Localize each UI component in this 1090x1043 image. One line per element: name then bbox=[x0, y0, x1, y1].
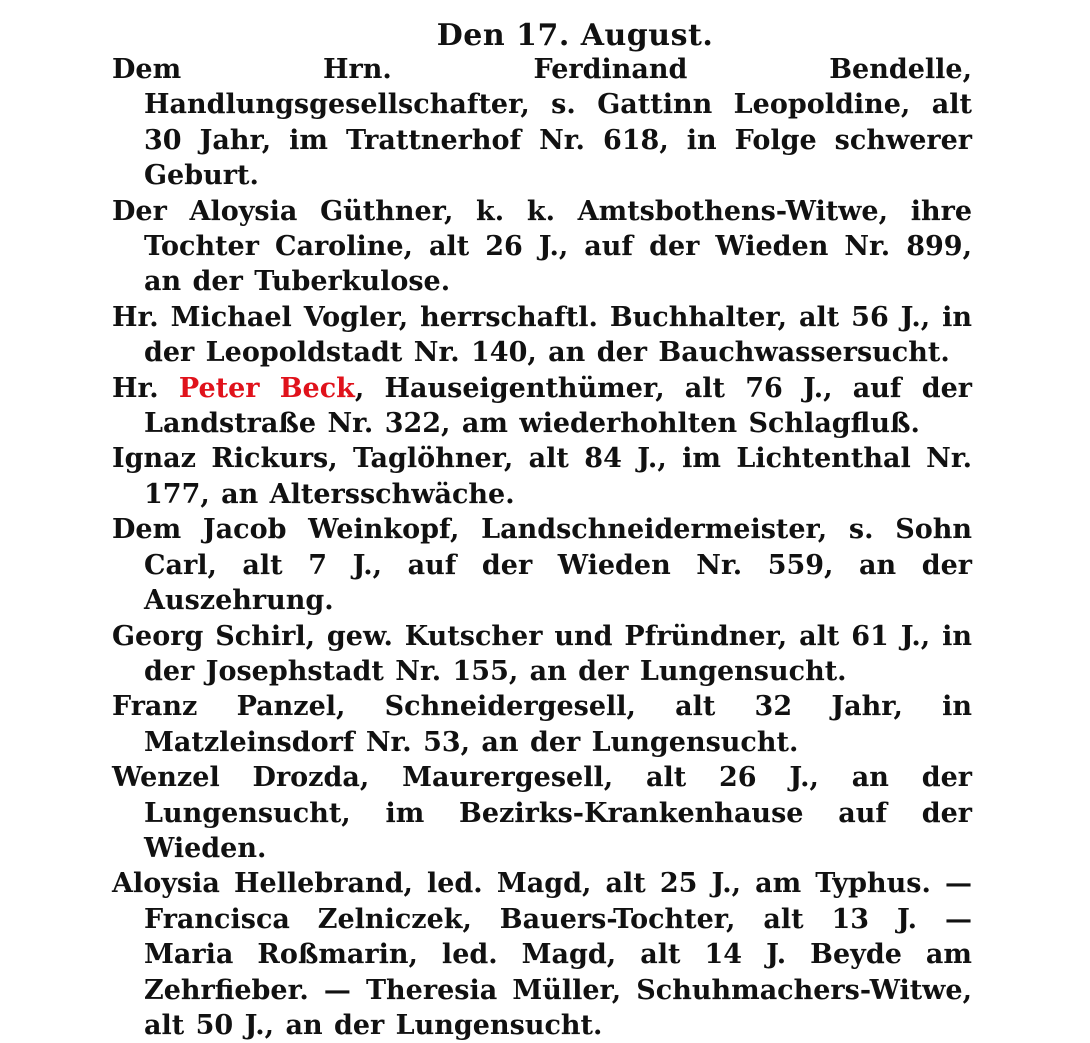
entry-text: Dem Jacob Weinkopf, Landschneidermeister, s. Sohn Carl, alt 7 J., auf der Wieden Nr. 559, an der Auszehrung. bbox=[112, 514, 972, 617]
death-notice-entry bbox=[112, 760, 972, 866]
entry-text: Ignaz Rickurs, Taglöhner, alt 84 J., im Lichtenthal Nr. 177, an Altersschwäche. bbox=[112, 443, 972, 510]
entry-text: Der Aloysia Güthner, k. k. Amtsbothens-Witwe, ihre Tochter Caroline, alt 26 J., auf der Wieden Nr. 899, an der Tuberkulose. bbox=[112, 195, 972, 298]
death-notice-entry bbox=[112, 512, 972, 618]
death-notice-entry bbox=[112, 300, 972, 371]
death-notice-entry bbox=[112, 441, 972, 512]
entry-text: Franz Panzel, Schneidergesell, alt 32 Jahr, in Matzleinsdorf Nr. 53, an der Lungensucht. bbox=[112, 691, 972, 758]
entry-prefix: Hr. bbox=[112, 372, 179, 404]
entry-text: Dem Hrn. Ferdinand Bendelle, Handlungsgesellschafter, s. Gattinn Leopoldine, alt 30 Jahr, im Trattnerhof Nr. 618, in Folge schwerer Geburt. bbox=[112, 54, 972, 192]
death-notice-entry-highlighted bbox=[112, 371, 972, 442]
entry-rest: , Hauseigenthümer, alt 76 J., auf der Landstraße Nr. 322, am wiederhohlten Schlagfluß. bbox=[144, 372, 972, 440]
highlighted-name: Peter Beck bbox=[178, 372, 355, 404]
entry-text: Hr. Michael Vogler, herrschaftl. Buchhalter, alt 56 J., in der Leopoldstadt Nr. 140, an der Bauchwassersucht. bbox=[112, 301, 972, 369]
death-notice-list bbox=[112, 52, 972, 1043]
death-notice-entry bbox=[112, 866, 972, 1043]
death-notice-entry bbox=[112, 52, 972, 194]
death-notice-entry bbox=[112, 194, 972, 300]
death-notice-entry bbox=[112, 619, 972, 690]
entry-text: Wenzel Drozda, Maurergesell, alt 26 J., an der Lungensucht, im Bezirks-Krankenhause auf der Wieden. bbox=[112, 762, 972, 864]
entry-text: Aloysia Hellebrand, led. Magd, alt 25 J., am Typhus. — Francisca Zelniczek, Bauers-Tochter, alt 13 J. — Maria Roßmarin, led. Magd, alt 14 J. Beyde am Zehrfieber. — Theresia Müller, Schuhmachers-Witwe, alt 50 J., an der Lungensucht. bbox=[112, 868, 972, 1041]
date-heading: Den 17. August. bbox=[436, 18, 714, 53]
entry-text: Georg Schirl, gew. Kutscher und Pfründner, alt 61 J., in der Josephstadt Nr. 155, an der Lungensucht. bbox=[112, 620, 972, 687]
death-notice-entry bbox=[112, 689, 972, 760]
